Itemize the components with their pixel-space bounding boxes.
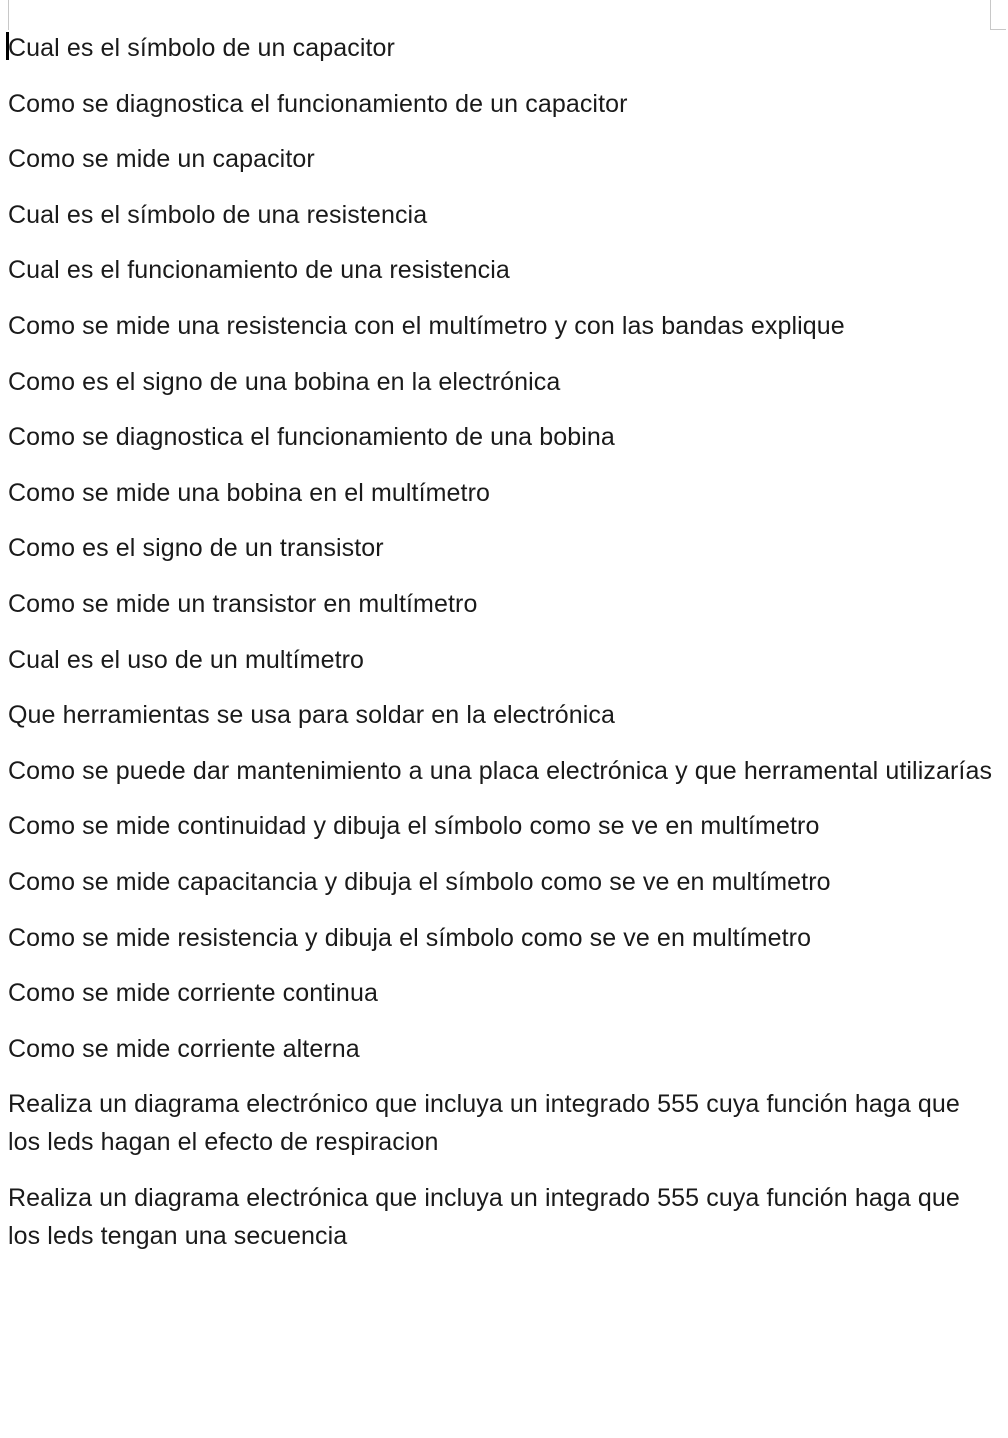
- question-line[interactable]: Como se mide capacitancia y dibuja el símbolo como se ve en multímetro: [8, 867, 831, 896]
- question-line[interactable]: Como se mide resistencia y dibuja el símbolo como se ve en multímetro: [8, 923, 812, 952]
- question-line[interactable]: Realiza un diagrama electrónica que incluya un integrado 555 cuya función haga que los leds tengan una secuencia: [8, 1183, 960, 1250]
- question-line[interactable]: Como es el signo de una bobina en la electrónica: [8, 367, 561, 396]
- question-line[interactable]: Como se mide corriente continua: [8, 979, 378, 1008]
- question-line[interactable]: Cual es el símbolo de un capacitor: [8, 34, 395, 62]
- question-line[interactable]: Como se mide un capacitor: [8, 145, 315, 174]
- question-line[interactable]: Como se mide una bobina en el multímetro: [8, 478, 491, 507]
- question-line[interactable]: Realiza un diagrama electrónico que incluya un integrado 555 cuya función haga que los leds hagan el efecto de respiracion: [8, 1090, 960, 1157]
- question-line[interactable]: Como se diagnostica el funcionamiento de una bobina: [8, 423, 615, 452]
- question-line[interactable]: Como se mide corriente alterna: [8, 1034, 360, 1063]
- question-line[interactable]: Cual es el funcionamiento de una resistencia: [8, 256, 510, 285]
- question-line[interactable]: Cual es el símbolo de una resistencia: [8, 200, 428, 229]
- question-line[interactable]: Como se mide continuidad y dibuja el símbolo como se ve en multímetro: [8, 812, 820, 841]
- question-line[interactable]: Como se puede dar mantenimiento a una placa electrónica y que herramental utilizarías: [8, 756, 993, 785]
- question-line[interactable]: Como se diagnostica el funcionamiento de un capacitor: [8, 89, 628, 118]
- question-line[interactable]: Como se mide un transistor en multímetro: [8, 589, 478, 618]
- document-body[interactable]: [8, 29, 993, 1272]
- page-corner-mark-left: [8, 0, 9, 30]
- question-line[interactable]: Como es el signo de un transistor: [8, 534, 384, 563]
- page-corner-mark-right: [990, 0, 1006, 30]
- question-line[interactable]: Que herramientas se usa para soldar en la electrónica: [8, 701, 616, 730]
- question-line[interactable]: Cual es el uso de un multímetro: [8, 645, 365, 674]
- question-line[interactable]: Como se mide una resistencia con el multímetro y con las bandas explique: [8, 311, 845, 340]
